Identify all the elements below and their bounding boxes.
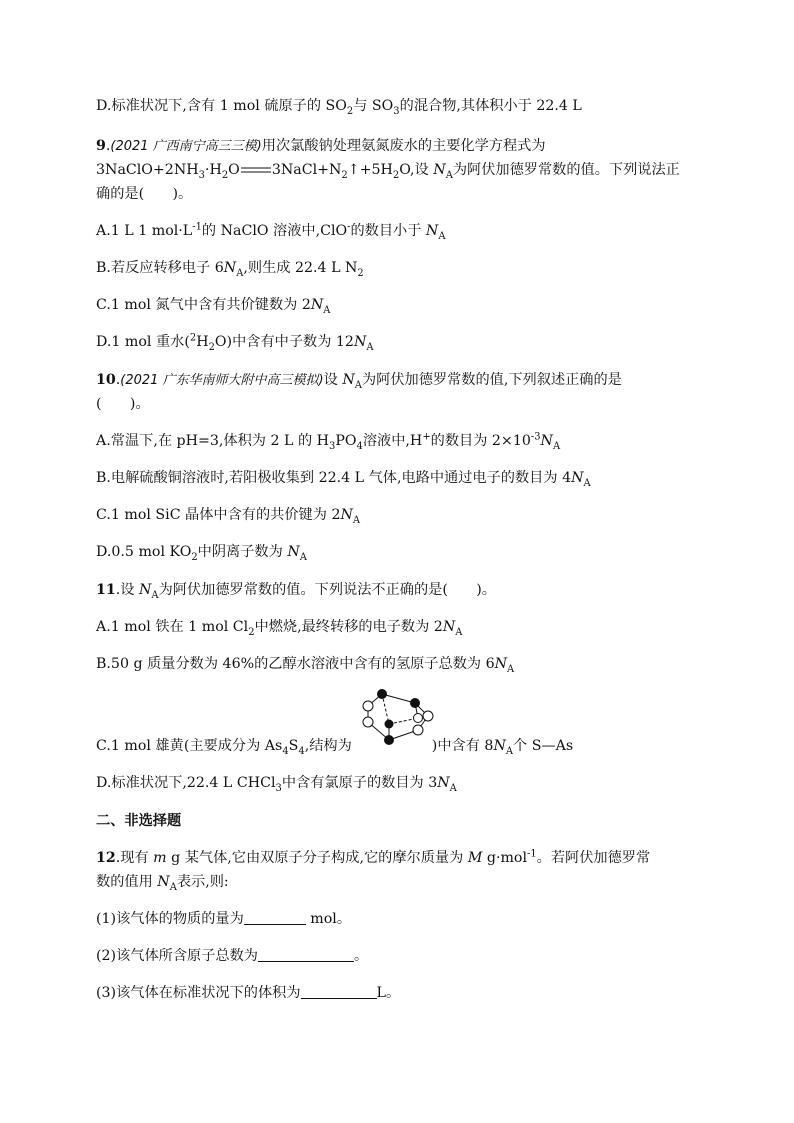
q10-option-c: C.1 mol SiC 晶体中含有的共价键为 $2N_A$ bbox=[96, 507, 361, 526]
q11-option-b: B.50 g 质量分数为 46%的乙醇水溶液中含有的氢原子总数为 $6N_A$ bbox=[96, 656, 515, 675]
q12-stem: 12.现有 m g 某气体,它由双原子分子构成,它的摩尔质量为 M g·mol$^{-1}$。若阿伏加德罗常 bbox=[96, 848, 651, 866]
q11-option-c: C.1 mol 雄黄(主要成分为 $As_4S_4$,结构为 )中含有 $8N_A$个 S—As bbox=[96, 738, 574, 757]
q9-stem: 9.(2021 广西南宁高三三模)用次氯酸钠处理氨氮废水的主要化学方程式为 bbox=[96, 138, 546, 154]
q10-option-d: D.0.5 mol $KO_2$中阴离子数为 $N_A$ bbox=[96, 544, 307, 563]
q12-part-2: (2)该气体所含原子总数为 。 bbox=[96, 948, 369, 964]
q10-stem-cont: ( )。 bbox=[96, 396, 150, 412]
q12-part-1: (1)该气体的物质的量为 mol。 bbox=[96, 911, 352, 927]
q12-stem-cont: 数的值用 $N_A$表示,则: bbox=[96, 874, 229, 893]
q9-stem-cont: 确的是( )。 bbox=[96, 186, 193, 202]
q10-option-a: A.常温下,在 pH=3,体积为 2 L 的 $H_3PO_4$溶液中,H+的数目为 $2\times 10^{-3}N_A$ bbox=[96, 431, 561, 452]
q10-option-b: B.电解硫酸铜溶液时,若阳极收集到 22.4 L 气体,电路中通过电子的数目为 $4N_A$ bbox=[96, 470, 591, 489]
q9-option-b: B.若反应转移电子 $6N_A$,则生成 22.4 L $N_2$ bbox=[96, 260, 364, 279]
q9-option-a: A.1 L 1 $mol\cdot L^{-1}$的 NaClO 溶液中,ClO-的数目小于 $N_A$ bbox=[96, 221, 446, 242]
q11-option-d: D.标准状况下,22.4 L CHCl$_3$中含有氯原子的数目为 $3N_A$ bbox=[96, 775, 457, 794]
answer-blank-2[interactable] bbox=[258, 947, 354, 962]
q9-equation: $3NaClO+2NH_3\cdot H_2O$ $3NaCl+N_2↑+5H_2O$,设 $N_A$为阿伏加德罗常数的值。下列说法正 bbox=[96, 162, 680, 181]
q9-option-d: D.1 mol 重水$(^2H_2O)$中含有中子数为 $12N_A$ bbox=[96, 332, 374, 353]
answer-blank-1[interactable] bbox=[244, 910, 306, 925]
q10-stem: 10.(2021 广东华南师大附中高三模拟)设 $N_A$为阿伏加德罗常数的值,下列叙述正确的是 bbox=[96, 372, 622, 391]
q11-option-a: A.1 mol 铁在 1 mol $Cl_2$中燃烧,最终转移的电子数为 $2N_A$ bbox=[96, 619, 463, 638]
q12-part-3: (3)该气体在标准状况下的体积为 L。 bbox=[96, 985, 401, 1001]
q11-stem: 11.设 $N_A$为阿伏加德罗常数的值。下列说法不正确的是( )。 bbox=[96, 582, 496, 601]
q8-option-d: D.标准状况下,含有 1 mol 硫原子的 $SO_2$与 $SO_3$的混合物,其体积小于 22.4 L bbox=[96, 98, 582, 117]
equals-sign-icon bbox=[240, 160, 272, 180]
section-heading: 二、非选择题 bbox=[96, 813, 182, 829]
q9-option-c: C.1 mol 氮气中含有共价键数为 $2N_A$ bbox=[96, 297, 331, 316]
answer-blank-3[interactable] bbox=[301, 984, 377, 999]
